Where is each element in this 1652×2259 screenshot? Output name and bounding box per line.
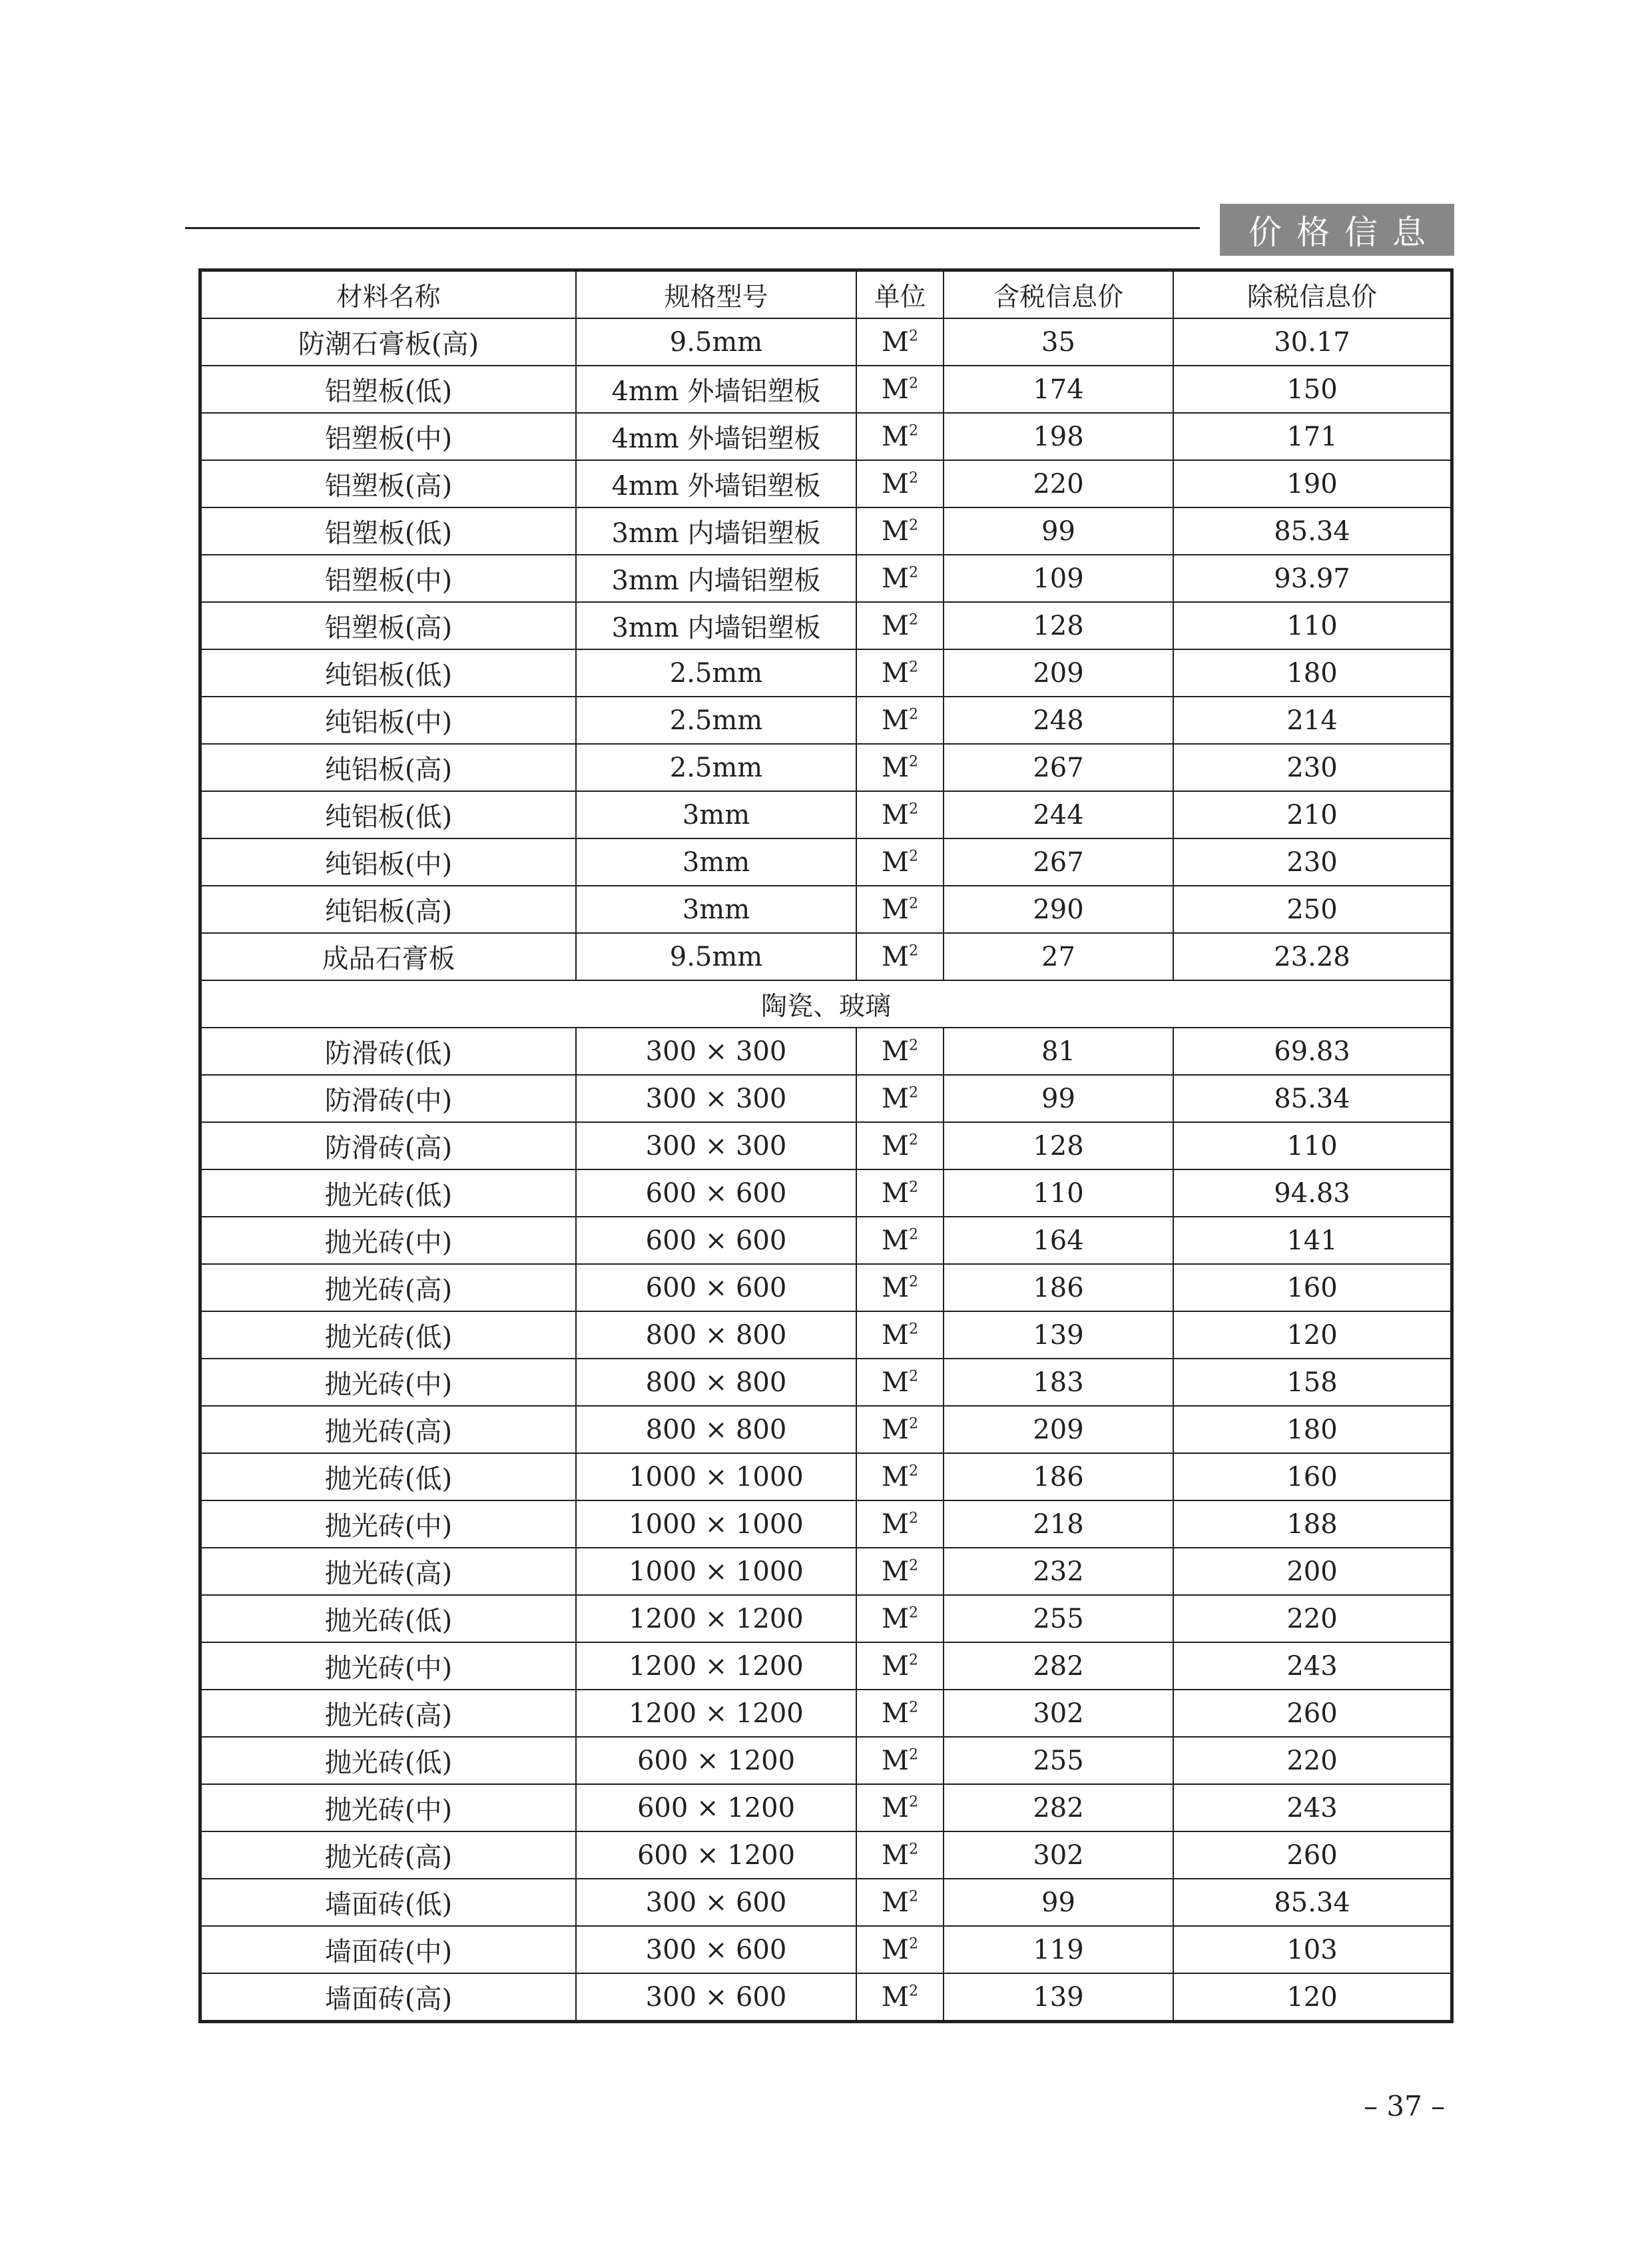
cell-price-notax: 85.34 bbox=[1173, 1075, 1450, 1122]
unit-superscript: 2 bbox=[908, 1226, 918, 1243]
unit-superscript: 2 bbox=[908, 848, 918, 865]
cell-unit bbox=[856, 933, 944, 980]
table-row bbox=[202, 1169, 1450, 1217]
table-row bbox=[202, 1690, 1450, 1737]
unit-superscript: 2 bbox=[908, 1273, 918, 1291]
cell-name: 抛光砖(高) bbox=[202, 1406, 576, 1453]
unit-base: M bbox=[882, 1650, 909, 1682]
cell-name: 纯铝板(低) bbox=[202, 649, 576, 697]
cell-price-notax: 103 bbox=[1173, 1926, 1450, 1973]
unit-base: M bbox=[882, 1745, 909, 1776]
cell-price-tax: 302 bbox=[944, 1690, 1173, 1737]
cell-price-tax: 186 bbox=[944, 1453, 1173, 1500]
unit-superscript: 2 bbox=[908, 1699, 918, 1716]
cell-name: 防滑砖(中) bbox=[202, 1075, 576, 1122]
unit-base: M bbox=[882, 1225, 909, 1256]
cell-name: 抛光砖(高) bbox=[202, 1548, 576, 1595]
cell-price-notax: 160 bbox=[1173, 1453, 1450, 1500]
cell-price-tax: 267 bbox=[944, 744, 1173, 791]
column-header-spec: 规格型号 bbox=[576, 272, 856, 318]
table-row bbox=[202, 1264, 1450, 1311]
cell-price-notax: 120 bbox=[1173, 1311, 1450, 1359]
table-row bbox=[202, 602, 1450, 649]
cell-price-tax: 139 bbox=[944, 1973, 1173, 2020]
cell-price-tax: 119 bbox=[944, 1926, 1173, 1973]
column-header-unit: 单位 bbox=[856, 272, 944, 318]
unit-base: M bbox=[882, 799, 909, 830]
cell-price-notax: 160 bbox=[1173, 1264, 1450, 1311]
cell-spec: 300 × 600 bbox=[576, 1926, 856, 1973]
cell-unit bbox=[856, 1122, 944, 1169]
cell-price-tax: 99 bbox=[944, 507, 1173, 555]
cell-spec: 2.5mm bbox=[576, 697, 856, 744]
cell-unit bbox=[856, 1548, 944, 1595]
cell-unit bbox=[856, 1879, 944, 1926]
header-rule bbox=[185, 227, 1200, 229]
cell-name: 抛光砖(中) bbox=[202, 1359, 576, 1406]
unit-base: M bbox=[882, 563, 909, 594]
unit-superscript: 2 bbox=[908, 1131, 918, 1149]
cell-unit bbox=[856, 366, 944, 413]
cell-name: 纯铝板(高) bbox=[202, 886, 576, 933]
unit-base: M bbox=[882, 1177, 909, 1209]
table-row bbox=[202, 366, 1450, 413]
cell-name: 抛光砖(低) bbox=[202, 1595, 576, 1642]
cell-name: 成品石膏板 bbox=[202, 933, 576, 980]
cell-name: 铝塑板(低) bbox=[202, 366, 576, 413]
cell-spec: 1200 × 1200 bbox=[576, 1690, 856, 1737]
unit-superscript: 2 bbox=[908, 1793, 918, 1811]
unit-base: M bbox=[882, 1792, 909, 1823]
cell-spec: 1200 × 1200 bbox=[576, 1595, 856, 1642]
cell-spec: 1000 × 1000 bbox=[576, 1453, 856, 1500]
table-body bbox=[202, 318, 1450, 2020]
cell-price-notax: 260 bbox=[1173, 1831, 1450, 1879]
cell-unit bbox=[856, 460, 944, 507]
unit-superscript: 2 bbox=[908, 1557, 918, 1574]
cell-spec: 3mm bbox=[576, 886, 856, 933]
table-row bbox=[202, 1548, 1450, 1595]
cell-price-tax: 174 bbox=[944, 366, 1173, 413]
cell-price-tax: 209 bbox=[944, 1406, 1173, 1453]
unit-superscript: 2 bbox=[908, 659, 918, 676]
unit-base: M bbox=[882, 846, 909, 878]
unit-base: M bbox=[882, 1603, 909, 1634]
unit-base: M bbox=[882, 705, 909, 736]
unit-base: M bbox=[882, 468, 909, 499]
unit-base: M bbox=[882, 1367, 909, 1398]
unit-superscript: 2 bbox=[908, 1510, 918, 1527]
cell-spec: 4mm 外墙铝塑板 bbox=[576, 366, 856, 413]
table-row bbox=[202, 1075, 1450, 1122]
cell-price-notax: 243 bbox=[1173, 1784, 1450, 1831]
table-row bbox=[202, 1926, 1450, 1973]
table-row bbox=[202, 791, 1450, 838]
unit-base: M bbox=[882, 1036, 909, 1067]
price-table bbox=[198, 268, 1454, 2023]
table-row bbox=[202, 1311, 1450, 1359]
cell-price-tax: 255 bbox=[944, 1737, 1173, 1784]
cell-unit bbox=[856, 1737, 944, 1784]
cell-name: 抛光砖(中) bbox=[202, 1500, 576, 1548]
table-row bbox=[202, 1784, 1450, 1831]
column-header-name: 材料名称 bbox=[202, 272, 576, 318]
cell-price-notax: 190 bbox=[1173, 460, 1450, 507]
cell-price-notax: 85.34 bbox=[1173, 1879, 1450, 1926]
cell-unit bbox=[856, 1217, 944, 1264]
table-row bbox=[202, 507, 1450, 555]
cell-name: 铝塑板(中) bbox=[202, 413, 576, 460]
unit-base: M bbox=[882, 1130, 909, 1161]
cell-name: 抛光砖(高) bbox=[202, 1690, 576, 1737]
cell-price-notax: 23.28 bbox=[1173, 933, 1450, 980]
unit-superscript: 2 bbox=[908, 1652, 918, 1669]
section-heading: 陶瓷、玻璃 bbox=[202, 980, 1450, 1028]
table-row bbox=[202, 1973, 1450, 2020]
cell-unit bbox=[856, 791, 944, 838]
cell-name: 墙面砖(高) bbox=[202, 1973, 576, 2020]
cell-name: 纯铝板(中) bbox=[202, 697, 576, 744]
cell-unit bbox=[856, 1784, 944, 1831]
cell-price-tax: 248 bbox=[944, 697, 1173, 744]
cell-spec: 600 × 600 bbox=[576, 1169, 856, 1217]
cell-unit bbox=[856, 602, 944, 649]
cell-unit bbox=[856, 1926, 944, 1973]
cell-name: 铝塑板(高) bbox=[202, 602, 576, 649]
table-row bbox=[202, 1500, 1450, 1548]
cell-name: 铝塑板(低) bbox=[202, 507, 576, 555]
unit-superscript: 2 bbox=[908, 1415, 918, 1433]
cell-price-tax: 99 bbox=[944, 1879, 1173, 1926]
cell-spec: 600 × 600 bbox=[576, 1264, 856, 1311]
unit-superscript: 2 bbox=[908, 564, 918, 581]
unit-superscript: 2 bbox=[908, 895, 918, 912]
table-header-row bbox=[202, 272, 1450, 318]
cell-price-tax: 220 bbox=[944, 460, 1173, 507]
cell-spec: 3mm bbox=[576, 791, 856, 838]
cell-name: 墙面砖(低) bbox=[202, 1879, 576, 1926]
cell-spec: 300 × 300 bbox=[576, 1028, 856, 1075]
cell-spec: 600 × 600 bbox=[576, 1217, 856, 1264]
cell-unit bbox=[856, 318, 944, 366]
unit-base: M bbox=[882, 515, 909, 547]
cell-unit bbox=[856, 697, 944, 744]
table-row bbox=[202, 933, 1450, 980]
table-row bbox=[202, 838, 1450, 886]
unit-superscript: 2 bbox=[908, 1983, 918, 2000]
cell-price-tax: 302 bbox=[944, 1831, 1173, 1879]
cell-price-notax: 250 bbox=[1173, 886, 1450, 933]
cell-name: 纯铝板(中) bbox=[202, 838, 576, 886]
unit-superscript: 2 bbox=[908, 470, 918, 487]
cell-price-notax: 110 bbox=[1173, 1122, 1450, 1169]
unit-superscript: 2 bbox=[908, 753, 918, 771]
cell-unit bbox=[856, 507, 944, 555]
cell-name: 抛光砖(高) bbox=[202, 1264, 576, 1311]
table-row bbox=[202, 460, 1450, 507]
unit-base: M bbox=[882, 1272, 909, 1303]
cell-price-tax: 183 bbox=[944, 1359, 1173, 1406]
unit-base: M bbox=[882, 326, 909, 358]
table-row bbox=[202, 1595, 1450, 1642]
cell-price-notax: 93.97 bbox=[1173, 555, 1450, 602]
unit-superscript: 2 bbox=[908, 1888, 918, 1905]
cell-price-notax: 158 bbox=[1173, 1359, 1450, 1406]
cell-unit bbox=[856, 744, 944, 791]
table-row bbox=[202, 318, 1450, 366]
table-row bbox=[202, 1028, 1450, 1075]
cell-spec: 1200 × 1200 bbox=[576, 1642, 856, 1690]
unit-superscript: 2 bbox=[908, 517, 918, 534]
cell-name: 防滑砖(低) bbox=[202, 1028, 576, 1075]
cell-price-notax: 188 bbox=[1173, 1500, 1450, 1548]
cell-spec: 2.5mm bbox=[576, 744, 856, 791]
cell-spec: 300 × 300 bbox=[576, 1075, 856, 1122]
table-row bbox=[202, 697, 1450, 744]
cell-price-notax: 30.17 bbox=[1173, 318, 1450, 366]
unit-superscript: 2 bbox=[908, 1368, 918, 1385]
cell-price-notax: 171 bbox=[1173, 413, 1450, 460]
unit-superscript: 2 bbox=[908, 801, 918, 818]
cell-unit bbox=[856, 838, 944, 886]
unit-superscript: 2 bbox=[908, 1037, 918, 1054]
unit-base: M bbox=[882, 752, 909, 783]
cell-price-tax: 35 bbox=[944, 318, 1173, 366]
table-row bbox=[202, 1879, 1450, 1926]
cell-price-notax: 220 bbox=[1173, 1595, 1450, 1642]
unit-superscript: 2 bbox=[908, 1746, 918, 1764]
cell-spec: 9.5mm bbox=[576, 933, 856, 980]
cell-price-tax: 139 bbox=[944, 1311, 1173, 1359]
cell-price-tax: 290 bbox=[944, 886, 1173, 933]
cell-unit bbox=[856, 1831, 944, 1879]
page-number: – 37 – bbox=[1364, 2090, 1446, 2122]
cell-spec: 600 × 1200 bbox=[576, 1737, 856, 1784]
unit-superscript: 2 bbox=[908, 1935, 918, 1953]
section-label: 价格信息 bbox=[1220, 204, 1454, 256]
cell-unit bbox=[856, 1690, 944, 1737]
cell-name: 墙面砖(中) bbox=[202, 1926, 576, 1973]
cell-price-tax: 255 bbox=[944, 1595, 1173, 1642]
unit-base: M bbox=[882, 1414, 909, 1445]
cell-price-tax: 198 bbox=[944, 413, 1173, 460]
cell-spec: 3mm bbox=[576, 838, 856, 886]
cell-spec: 800 × 800 bbox=[576, 1359, 856, 1406]
cell-unit bbox=[856, 649, 944, 697]
unit-superscript: 2 bbox=[908, 1841, 918, 1858]
cell-price-tax: 209 bbox=[944, 649, 1173, 697]
cell-unit bbox=[856, 1264, 944, 1311]
cell-name: 抛光砖(中) bbox=[202, 1642, 576, 1690]
cell-price-notax: 230 bbox=[1173, 838, 1450, 886]
unit-base: M bbox=[882, 1461, 909, 1492]
cell-unit bbox=[856, 1075, 944, 1122]
unit-base: M bbox=[882, 657, 909, 689]
cell-price-tax: 244 bbox=[944, 791, 1173, 838]
cell-price-tax: 218 bbox=[944, 1500, 1173, 1548]
unit-base: M bbox=[882, 1934, 909, 1965]
cell-name: 抛光砖(中) bbox=[202, 1217, 576, 1264]
cell-spec: 300 × 300 bbox=[576, 1122, 856, 1169]
cell-spec: 9.5mm bbox=[576, 318, 856, 366]
cell-price-notax: 230 bbox=[1173, 744, 1450, 791]
unit-superscript: 2 bbox=[908, 1084, 918, 1102]
cell-price-tax: 128 bbox=[944, 1122, 1173, 1169]
cell-spec: 3mm 内墙铝塑板 bbox=[576, 555, 856, 602]
cell-name: 抛光砖(中) bbox=[202, 1784, 576, 1831]
cell-price-tax: 81 bbox=[944, 1028, 1173, 1075]
unit-base: M bbox=[882, 941, 909, 972]
cell-price-tax: 232 bbox=[944, 1548, 1173, 1595]
cell-price-notax: 214 bbox=[1173, 697, 1450, 744]
table-row bbox=[202, 413, 1450, 460]
cell-price-tax: 109 bbox=[944, 555, 1173, 602]
cell-name: 纯铝板(低) bbox=[202, 791, 576, 838]
cell-price-tax: 99 bbox=[944, 1075, 1173, 1122]
cell-price-tax: 282 bbox=[944, 1784, 1173, 1831]
cell-unit bbox=[856, 1453, 944, 1500]
cell-price-notax: 220 bbox=[1173, 1737, 1450, 1784]
table-row bbox=[202, 555, 1450, 602]
cell-name: 抛光砖(低) bbox=[202, 1169, 576, 1217]
cell-price-notax: 120 bbox=[1173, 1973, 1450, 2020]
cell-name: 纯铝板(高) bbox=[202, 744, 576, 791]
unit-superscript: 2 bbox=[908, 375, 918, 392]
cell-unit bbox=[856, 1169, 944, 1217]
unit-superscript: 2 bbox=[908, 706, 918, 723]
cell-spec: 300 × 600 bbox=[576, 1973, 856, 2020]
cell-unit bbox=[856, 1311, 944, 1359]
cell-spec: 800 × 800 bbox=[576, 1406, 856, 1453]
cell-spec: 600 × 1200 bbox=[576, 1784, 856, 1831]
cell-price-notax: 69.83 bbox=[1173, 1028, 1450, 1075]
unit-base: M bbox=[882, 1319, 909, 1351]
column-header-price-notax: 除税信息价 bbox=[1173, 272, 1450, 318]
cell-price-notax: 260 bbox=[1173, 1690, 1450, 1737]
cell-unit bbox=[856, 1973, 944, 2020]
cell-unit bbox=[856, 886, 944, 933]
table-row bbox=[202, 886, 1450, 933]
cell-price-notax: 141 bbox=[1173, 1217, 1450, 1264]
unit-superscript: 2 bbox=[908, 942, 918, 960]
table-row bbox=[202, 1453, 1450, 1500]
cell-name: 抛光砖(低) bbox=[202, 1737, 576, 1784]
cell-name: 防潮石膏板(高) bbox=[202, 318, 576, 366]
unit-base: M bbox=[882, 1508, 909, 1540]
cell-name: 抛光砖(低) bbox=[202, 1453, 576, 1500]
cell-unit bbox=[856, 555, 944, 602]
table-row bbox=[202, 1642, 1450, 1690]
table-row bbox=[202, 649, 1450, 697]
cell-unit bbox=[856, 413, 944, 460]
unit-base: M bbox=[882, 894, 909, 925]
cell-price-notax: 110 bbox=[1173, 602, 1450, 649]
cell-price-notax: 150 bbox=[1173, 366, 1450, 413]
unit-base: M bbox=[882, 610, 909, 641]
unit-base: M bbox=[882, 1981, 909, 2013]
unit-superscript: 2 bbox=[908, 1462, 918, 1480]
unit-base: M bbox=[882, 1887, 909, 1918]
cell-price-notax: 243 bbox=[1173, 1642, 1450, 1690]
unit-superscript: 2 bbox=[908, 611, 918, 629]
section-row bbox=[202, 980, 1450, 1028]
unit-base: M bbox=[882, 1083, 909, 1114]
table-row bbox=[202, 1831, 1450, 1879]
cell-price-tax: 282 bbox=[944, 1642, 1173, 1690]
unit-base: M bbox=[882, 1839, 909, 1871]
cell-price-tax: 164 bbox=[944, 1217, 1173, 1264]
unit-superscript: 2 bbox=[908, 1321, 918, 1338]
cell-name: 抛光砖(低) bbox=[202, 1311, 576, 1359]
table-row bbox=[202, 1122, 1450, 1169]
cell-spec: 4mm 外墙铝塑板 bbox=[576, 460, 856, 507]
table-row bbox=[202, 1406, 1450, 1453]
cell-spec: 3mm 内墙铝塑板 bbox=[576, 602, 856, 649]
cell-unit bbox=[856, 1642, 944, 1690]
table-row bbox=[202, 1737, 1450, 1784]
cell-price-tax: 128 bbox=[944, 602, 1173, 649]
cell-price-notax: 210 bbox=[1173, 791, 1450, 838]
unit-base: M bbox=[882, 1556, 909, 1587]
cell-price-notax: 180 bbox=[1173, 1406, 1450, 1453]
cell-price-tax: 186 bbox=[944, 1264, 1173, 1311]
unit-base: M bbox=[882, 1698, 909, 1729]
cell-spec: 1000 × 1000 bbox=[576, 1500, 856, 1548]
cell-price-notax: 94.83 bbox=[1173, 1169, 1450, 1217]
table-row bbox=[202, 1217, 1450, 1264]
cell-unit bbox=[856, 1500, 944, 1548]
cell-price-tax: 267 bbox=[944, 838, 1173, 886]
cell-name: 抛光砖(高) bbox=[202, 1831, 576, 1879]
cell-spec: 4mm 外墙铝塑板 bbox=[576, 413, 856, 460]
cell-spec: 600 × 1200 bbox=[576, 1831, 856, 1879]
cell-spec: 2.5mm bbox=[576, 649, 856, 697]
cell-name: 铝塑板(中) bbox=[202, 555, 576, 602]
cell-spec: 1000 × 1000 bbox=[576, 1548, 856, 1595]
cell-spec: 3mm 内墙铝塑板 bbox=[576, 507, 856, 555]
cell-unit bbox=[856, 1406, 944, 1453]
unit-superscript: 2 bbox=[908, 1179, 918, 1196]
unit-base: M bbox=[882, 374, 909, 405]
table-row bbox=[202, 744, 1450, 791]
cell-spec: 300 × 600 bbox=[576, 1879, 856, 1926]
cell-name: 防滑砖(高) bbox=[202, 1122, 576, 1169]
cell-price-notax: 85.34 bbox=[1173, 507, 1450, 555]
unit-superscript: 2 bbox=[908, 422, 918, 440]
cell-price-notax: 180 bbox=[1173, 649, 1450, 697]
cell-name: 铝塑板(高) bbox=[202, 460, 576, 507]
cell-price-tax: 27 bbox=[944, 933, 1173, 980]
table-row bbox=[202, 1359, 1450, 1406]
cell-unit bbox=[856, 1028, 944, 1075]
cell-unit bbox=[856, 1595, 944, 1642]
cell-price-tax: 110 bbox=[944, 1169, 1173, 1217]
column-header-price-tax: 含税信息价 bbox=[944, 272, 1173, 318]
unit-superscript: 2 bbox=[908, 328, 918, 345]
cell-unit bbox=[856, 1359, 944, 1406]
unit-base: M bbox=[882, 421, 909, 452]
unit-superscript: 2 bbox=[908, 1604, 918, 1622]
cell-price-notax: 200 bbox=[1173, 1548, 1450, 1595]
cell-spec: 800 × 800 bbox=[576, 1311, 856, 1359]
